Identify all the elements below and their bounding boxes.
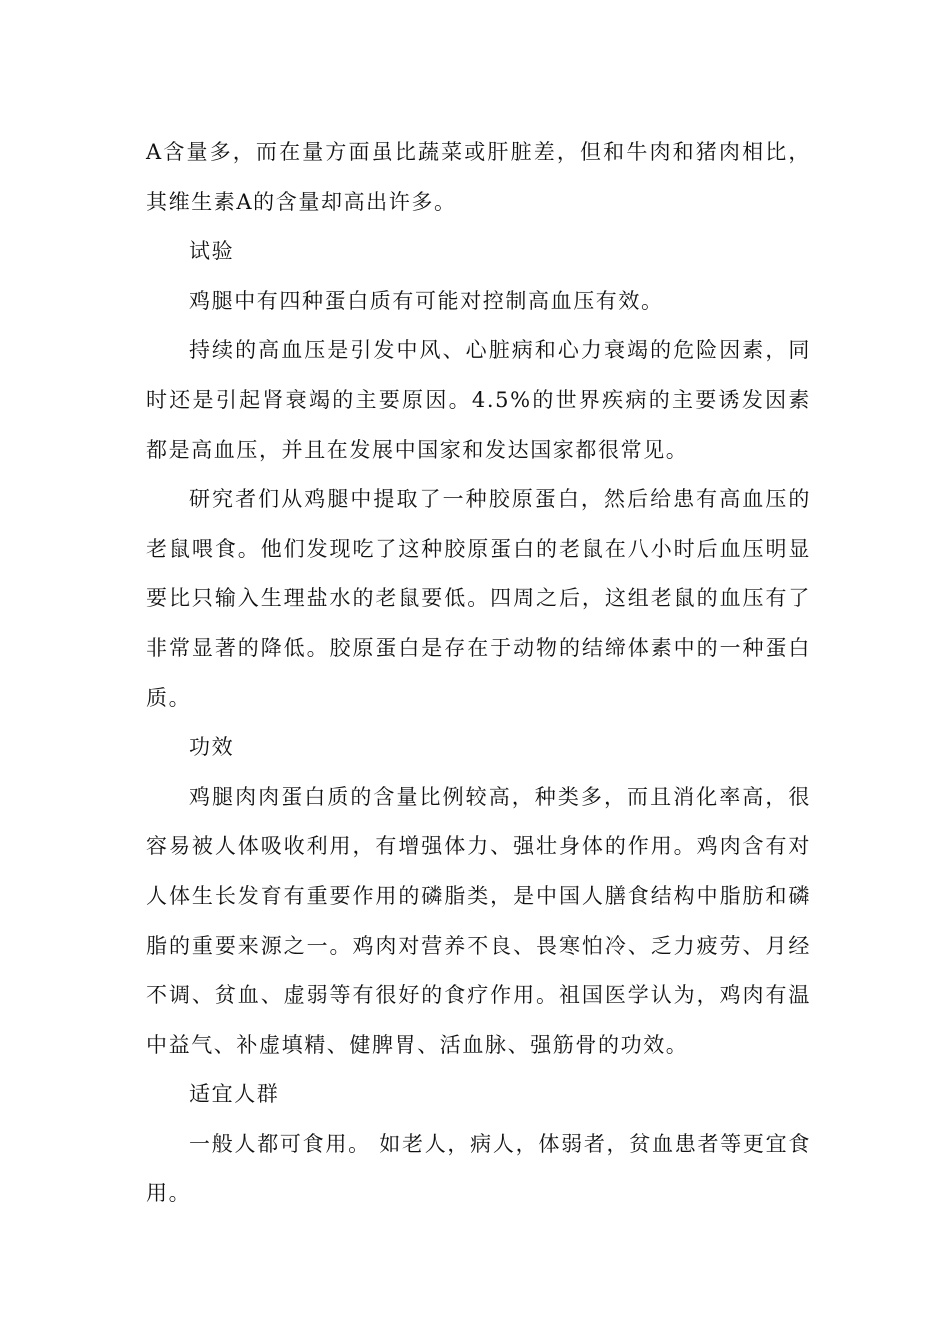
- paragraph-four-proteins: 鸡腿中有四种蛋白质有可能对控制高血压有效。: [189, 288, 664, 313]
- paragraph-vitamin-a: A含量多，而在量方面虽比蔬菜或肝脏差，但和牛肉和猪肉相比，其维生素A的含量却高出许多。: [146, 140, 811, 214]
- section-heading-suitable-people: 适宜人群: [189, 1082, 280, 1107]
- paragraph-collagen-study: 研究者们从鸡腿中提取了一种胶原蛋白，然后给患有高血压的老鼠喂食。他们发现吃了这种胶原蛋白的老鼠在八小时后血压明显要比只输入生理盐水的老鼠要低。四周之后，这组老鼠的血压有了非常显著的降低。胶原蛋白是存在于动物的结缔体素中的一种蛋白质。: [146, 487, 811, 710]
- paragraph-hypertension: 持续的高血压是引发中风、心脏病和心力衰竭的危险因素，同时还是引起肾衰竭的主要原因。4.5%的世界疾病的主要诱发因素都是高血压，并且在发展中国家和发达国家都很常见。: [146, 338, 811, 462]
- section-heading-experiment: 试验: [189, 239, 235, 264]
- document-page: [146, 128, 811, 1219]
- section-heading-benefits: 功效: [189, 735, 235, 760]
- paragraph-suitable-people: 一般人都可食用。 如老人，病人，体弱者，贫血患者等更宜食用。: [146, 1131, 811, 1206]
- paragraph-benefits: 鸡腿肉肉蛋白质的含量比例较高，种类多，而且消化率高，很容易被人体吸收利用，有增强体力、强壮身体的作用。鸡肉含有对人体生长发育有重要作用的磷脂类，是中国人膳食结构中脂肪和磷脂的重要来源之一。鸡肉对营养不良、畏寒怕冷、乏力疲劳、月经不调、贫血、虚弱等有很好的食疗作用。祖国医学认为，鸡肉有温中益气、补虚填精、健脾胃、活血脉、强筋骨的功效。: [146, 784, 811, 1057]
